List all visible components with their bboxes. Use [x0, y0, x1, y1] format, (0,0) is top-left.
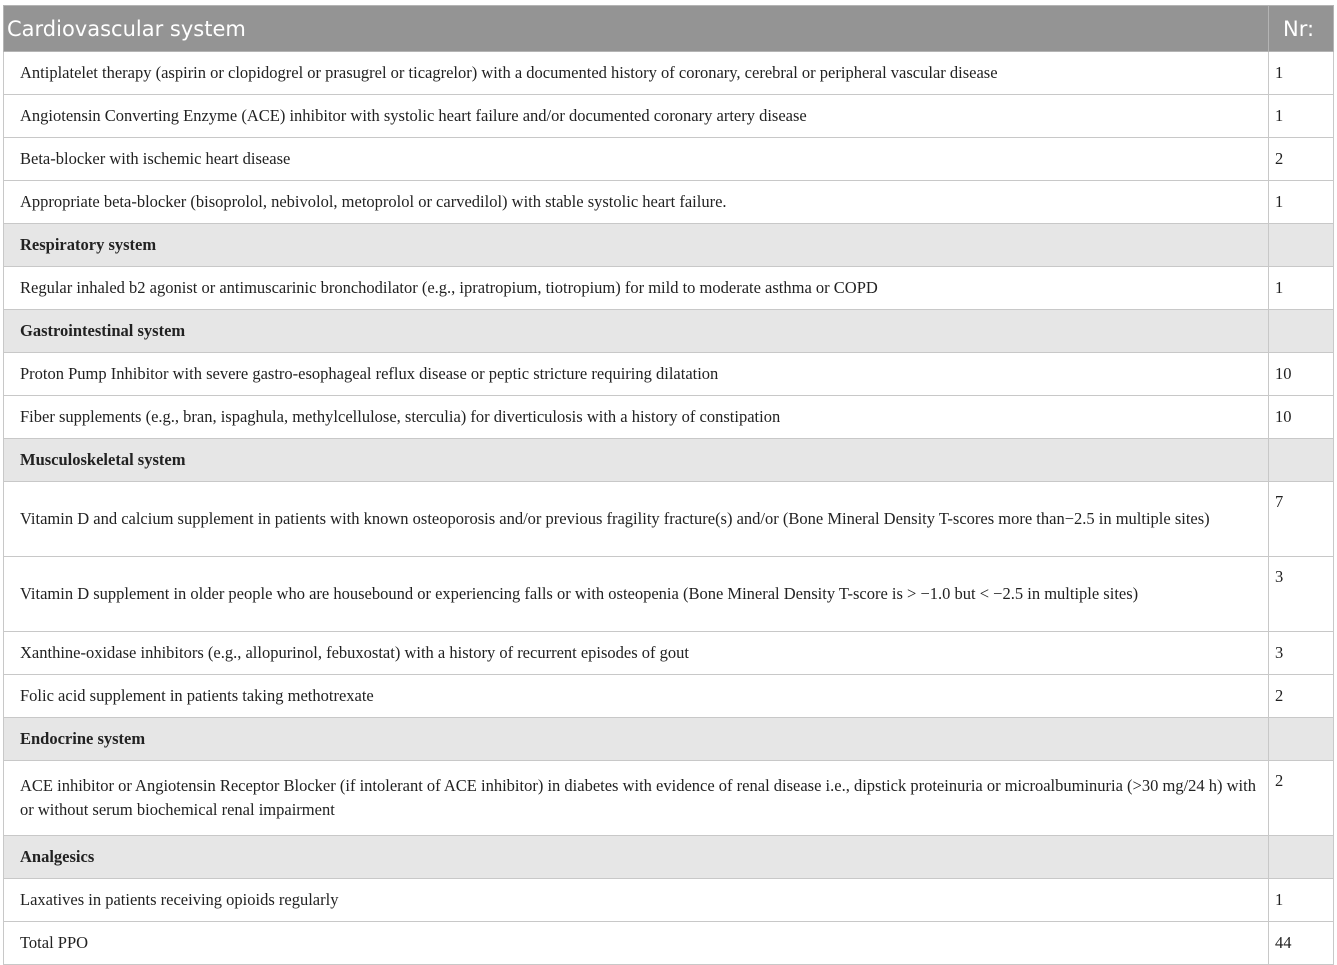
row-count: 1 [1269, 181, 1334, 224]
row-text: Beta-blocker with ischemic heart disease [4, 138, 1269, 181]
row-text: Folic acid supplement in patients taking methotrexate [4, 675, 1269, 718]
category-label: Gastrointestinal system [4, 310, 1269, 353]
row-text: Fiber supplements (e.g., bran, ispaghula, methylcellulose, sterculia) for diverticulosis with a history of constipation [4, 396, 1269, 439]
table-row [4, 557, 1334, 632]
row-count: 2 [1269, 761, 1334, 836]
category-row [4, 224, 1334, 267]
row-count: 1 [1269, 95, 1334, 138]
total-label: Total PPO [4, 922, 1269, 965]
row-count: 1 [1269, 52, 1334, 95]
ppo-table [3, 5, 1334, 965]
table-row [4, 267, 1334, 310]
row-text: Regular inhaled b2 agonist or antimuscarinic bronchodilator (e.g., ipratropium, tiotropium) for mild to moderate asthma or COPD [4, 267, 1269, 310]
category-row [4, 718, 1334, 761]
category-label: Analgesics [4, 836, 1269, 879]
category-label: Endocrine system [4, 718, 1269, 761]
row-count: 3 [1269, 557, 1334, 632]
row-count: 1 [1269, 879, 1334, 922]
row-text: Proton Pump Inhibitor with severe gastro-esophageal reflux disease or peptic stricture requiring dilatation [4, 353, 1269, 396]
category-count [1269, 224, 1334, 267]
row-text: Angiotensin Converting Enzyme (ACE) inhibitor with systolic heart failure and/or documented coronary artery disease [4, 95, 1269, 138]
header-category: Cardiovascular system [4, 6, 1269, 52]
table-row [4, 138, 1334, 181]
row-count: 10 [1269, 396, 1334, 439]
table-header-row [4, 6, 1334, 52]
category-row [4, 836, 1334, 879]
category-label: Musculoskeletal system [4, 439, 1269, 482]
total-row [4, 922, 1334, 965]
row-count: 7 [1269, 482, 1334, 557]
category-count [1269, 310, 1334, 353]
table-row [4, 632, 1334, 675]
row-text: Laxatives in patients receiving opioids regularly [4, 879, 1269, 922]
row-count: 1 [1269, 267, 1334, 310]
row-count: 2 [1269, 138, 1334, 181]
header-count: Nr: [1269, 6, 1334, 52]
table-row [4, 52, 1334, 95]
category-row [4, 310, 1334, 353]
table-row [4, 675, 1334, 718]
row-text: Vitamin D and calcium supplement in patients with known osteoporosis and/or previous fragility fracture(s) and/or (Bone Mineral Density T-scores more than−2.5 in multiple sites) [4, 482, 1269, 557]
row-text: Vitamin D supplement in older people who are housebound or experiencing falls or with osteopenia (Bone Mineral Density T-score is > −1.0 but < −2.5 in multiple sites) [4, 557, 1269, 632]
table-row [4, 95, 1334, 138]
table-row [4, 482, 1334, 557]
row-text: Xanthine-oxidase inhibitors (e.g., allopurinol, febuxostat) with a history of recurrent episodes of gout [4, 632, 1269, 675]
row-count: 2 [1269, 675, 1334, 718]
table-row [4, 761, 1334, 836]
category-row [4, 439, 1334, 482]
total-count: 44 [1269, 922, 1334, 965]
row-text: Appropriate beta-blocker (bisoprolol, nebivolol, metoprolol or carvedilol) with stable systolic heart failure. [4, 181, 1269, 224]
table-row [4, 879, 1334, 922]
table-row [4, 396, 1334, 439]
category-count [1269, 439, 1334, 482]
table-row [4, 181, 1334, 224]
row-text: Antiplatelet therapy (aspirin or clopidogrel or prasugrel or ticagrelor) with a documented history of coronary, cerebral or peripheral vascular disease [4, 52, 1269, 95]
category-count [1269, 836, 1334, 879]
row-count: 3 [1269, 632, 1334, 675]
row-text: ACE inhibitor or Angiotensin Receptor Blocker (if intolerant of ACE inhibitor) in diabetes with evidence of renal disease i.e., dipstick proteinuria or microalbuminuria (>30 mg/24 h) with or without serum biochemical renal impairment [4, 761, 1269, 836]
category-label: Respiratory system [4, 224, 1269, 267]
table-row [4, 353, 1334, 396]
row-count: 10 [1269, 353, 1334, 396]
category-count [1269, 718, 1334, 761]
